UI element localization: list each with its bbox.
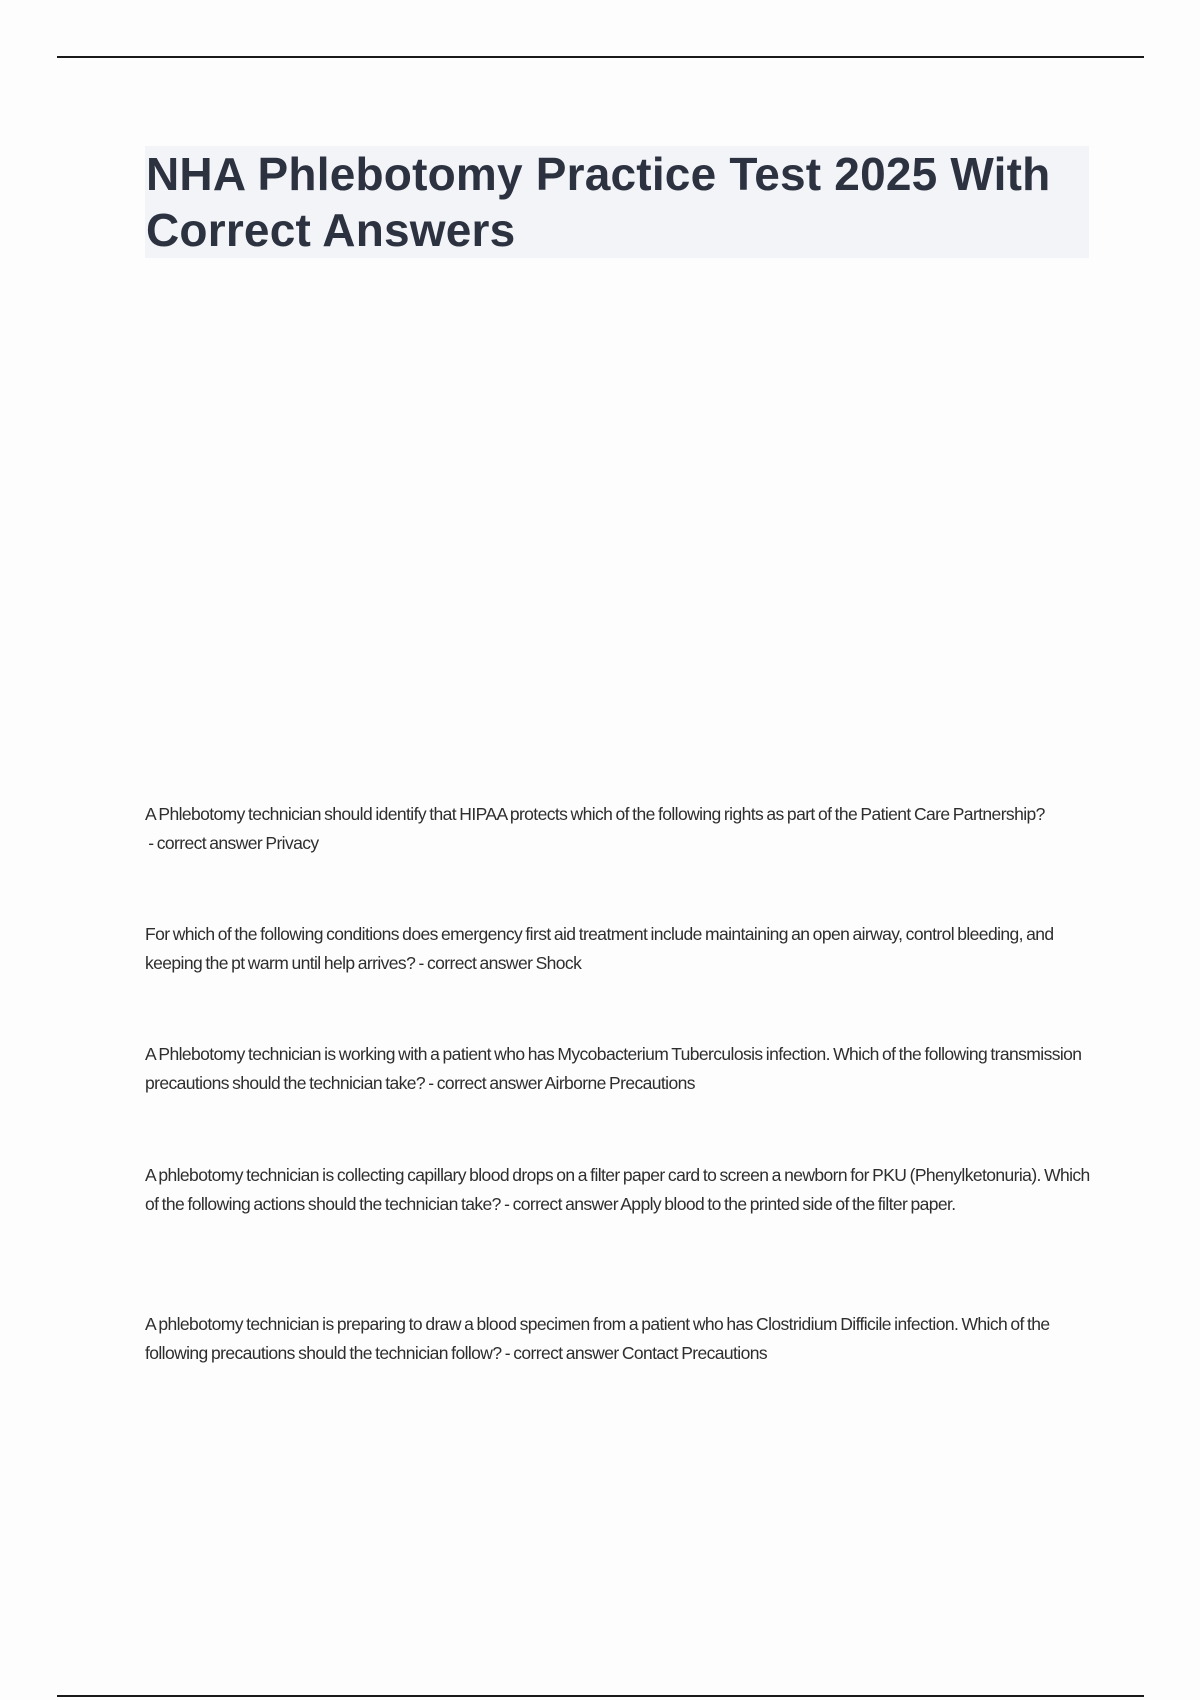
answer-text: Shock	[535, 953, 582, 973]
answer-separator: - correct answer	[501, 1343, 622, 1363]
question-item	[145, 1040, 1090, 1098]
title-block	[145, 146, 1089, 258]
question-item	[145, 800, 1090, 858]
question-text: For which of the following conditions does emergency first aid treatment include maintaining an open airway, control bleeding, and keeping the pt warm until help arrives?	[145, 924, 1054, 973]
question-text: A Phlebotomy technician is working with a patient who has Mycobacterium Tuberculosis infection. Which of the following transmission precautions should the technician take?	[145, 1044, 1082, 1093]
answer-text: Airborne Precautions	[544, 1073, 695, 1093]
question-text: A Phlebotomy technician should identify that HIPAA protects which of the following rights as part of the Patient Care Partnership?	[145, 804, 1045, 824]
bottom-rule	[57, 1695, 1144, 1697]
answer-separator: - correct answer	[145, 833, 266, 853]
answer-text: Privacy	[265, 833, 319, 853]
question-text: A phlebotomy technician is preparing to draw a blood specimen from a patient who has Clostridium Difficile infection. Which of the following precautions should the technician follow?	[145, 1314, 1050, 1363]
document-title: NHA Phlebotomy Practice Test 2025 With Correct Answers	[146, 148, 1051, 256]
answer-text: Contact Precautions	[621, 1343, 768, 1363]
question-item	[145, 1310, 1090, 1368]
question-text: A phlebotomy technician is collecting capillary blood drops on a filter paper card to screen a newborn for PKU (Phenylketonuria). Which of the following actions should the technician take?	[145, 1165, 1090, 1214]
answer-separator: - correct answer	[425, 1073, 545, 1093]
question-item	[145, 920, 1090, 978]
top-rule	[57, 56, 1144, 58]
answer-separator: - correct answer	[415, 953, 536, 973]
question-item	[145, 1161, 1090, 1219]
answer-separator: - correct answer	[500, 1194, 621, 1214]
answer-text: Apply blood to the printed side of the filter paper.	[620, 1194, 956, 1214]
